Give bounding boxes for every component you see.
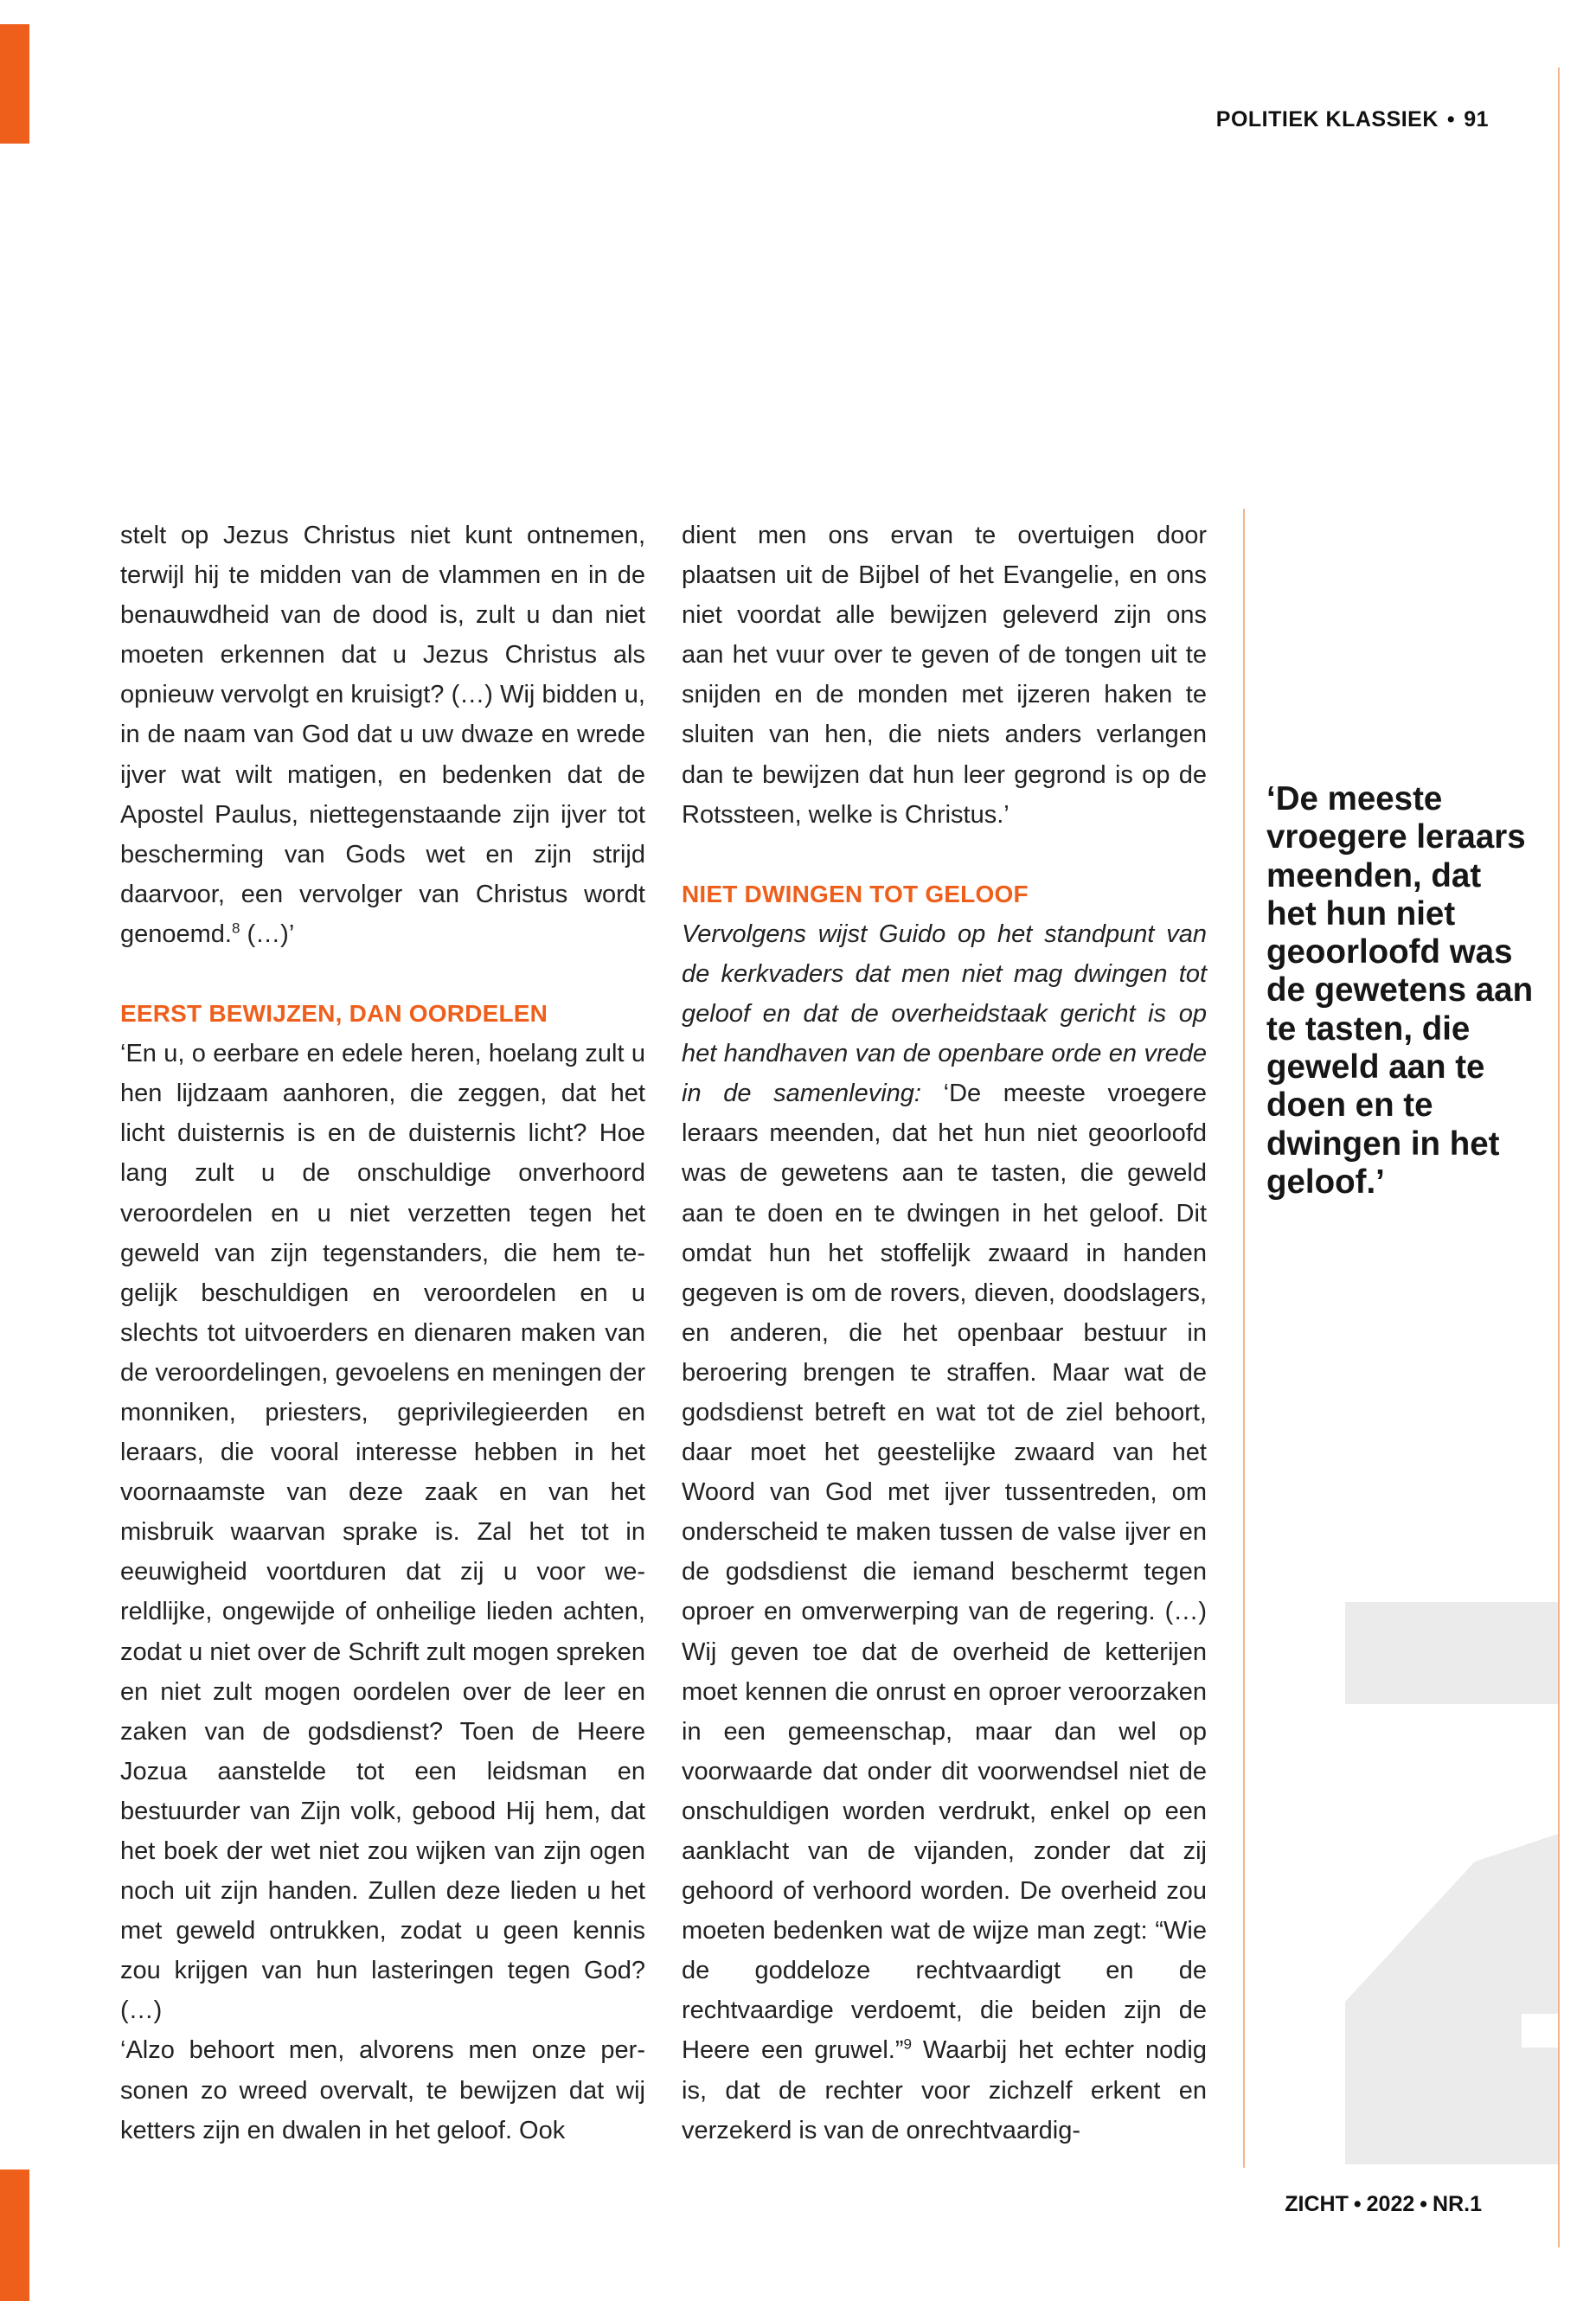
accent-bar-bottom (0, 2170, 29, 2301)
running-header: POLITIEK KLASSIEK • 91 (1215, 107, 1489, 131)
footnote-marker: 8 (232, 920, 240, 937)
section-heading: EERST BEWIJZEN, DAN OORDELEN (120, 1000, 548, 1028)
issue-number: NR.1 (1433, 2192, 1482, 2216)
body-paragraph: Vervolgens wijst Guido op het standpunt van de kerkvaders dat men niet mag dwingen tot geloof en dat de overheidstaak gericht is op het handhaven van de openbare orde en vrede in de samenleving: ‘De meeste vroegere leraars meenden, dat het hun niet geoorloofd was de gewetens aan te tasten, die geweld aan te doen en te dwingen in het geloof. Dit omdat hun het stoffelijk zwaard in handen gegeven is om de rovers, dieven, doodslagers, en anderen, die het openbaar bestuur in beroering brengen te straffen. Maar wat de godsdienst betreft en wat tot de ziel behoort, daar moet het geestelijke zwaard van het Woord van God met ijver tussentreden, om onderscheid te maken tussen de valse ijver en de godsdienst die iemand beschermt tegen oproer en omverwerping van de regering. (…) Wij geven toe dat de overheid de ketterijen moet kennen die onrust en oproer veroorzaken in een gemeenschap, maar dan wel op voorwaarde dat onder dit voorwendsel niet de onschuldigen worden verdrukt, enkel op een aanklacht van de vijanden, zonder dat zij gehoord of verhoord worden. De overheid zou moeten bedenken wat de wijze man zegt: “Wie de goddeloze rechtvaardigt en de rechtvaardige verdoemt, die beiden zijn de Heere een gruwel.”$^9$ Waarbij het echter nodig is, dat de rechter voor zichzelf erkent en verzekerd is van de onrechtvaardig- (682, 920, 1207, 2144)
section-title: POLITIEK KLASSIEK (1215, 107, 1439, 131)
page-edge-rule (1558, 67, 1560, 2247)
pull-quote: ‘De meeste vroegere leraars meenden, dat het hun niet geoorloofd was de gewetens aan te tasten, die geweld aan te doen en te dwingen in het geloof.’ (1266, 780, 1534, 1201)
page-number: 91 (1464, 107, 1489, 131)
footnote-marker: 9 (903, 2035, 912, 2053)
body-paragraph: stelt op Jezus Christus niet kunt ontnemen, terwijl hij te midden van de vlammen en in de benauwdheid van de dood is, zult u dan niet moeten erkennen dat u Jezus Christus als opnieuw vervolgt en kruisigt? (…) Wij bidden u, in de naam van God dat u uw dwaze en wrede ijver wat wilt matigen, en bedenken dat de Apostel Paulus, niettegenstaande zijn ijver tot bescherming van Gods wet en zijn strijd daarvoor, een vervolger van Christus wordt genoemd.$^8$ (…)’ (120, 522, 645, 948)
intro-italic: Vervolgens wijst Guido op het standpunt van de kerkvaders dat men niet mag dwingen tot geloof en dat de overheidstaak gericht is op het handhaven van de openbare orde en vrede in de samenleving: (682, 920, 1207, 1108)
decorative-z-graphic (1345, 1602, 1558, 2164)
column-divider-rule (1243, 509, 1245, 2168)
right-column (682, 516, 1207, 2150)
body-paragraph: ‘En u, o eerbare en edele heren, hoelang zult u hen lijdzaam aanhoren, die zeggen, dat het licht duisternis is en de duisternis licht? Hoe lang zult u de onschuldige onverhoord veroordelen en u niet verzetten tegen het geweld van zijn tegenstanders, die hem tegelijk beschuldigen en veroordelen en u slechts tot uitvoerders en dienaren maken van de veroordelingen, gevoelens en meningen der monniken, priesters, geprivilegieerden en leraars, die vooral interesse hebben in het voornaamste van deze zaak en van het misbruik waarvan sprake is. Zal het tot in eeuwigheid voortduren dat zij u voor wereldlijke, ongewijde of onheilige lieden achten, zodat u niet over de Schrift zult mogen spreken en niet zult mogen oordelen over de leer en zaken van de godsdienst? Toen de Heere Jozua aanstelde tot een leidsman en bestuurder van Zijn volk, gebood Hij hem, dat het boek der wet niet zou wijken van zijn ogen noch uit zijn handen. Zullen deze lieden u het met geweld ontrukken, zodat u geen kennis zou krijgen van hun lasteringen tegen God? (…) (120, 1040, 645, 2025)
running-footer: ZICHT • 2022 • NR.1 (1285, 2192, 1482, 2216)
section-heading: NIET DWINGEN TOT GELOOF (682, 880, 1029, 907)
magazine-name: ZICHT (1285, 2192, 1349, 2216)
issue-year: 2022 (1366, 2192, 1415, 2216)
accent-bar-top (0, 24, 29, 144)
body-paragraph: ‘Alzo behoort men, alvorens men onze personen zo wreed overvalt, te bewijzen dat wij ketters zijn en dwalen in het geloof. Ook (120, 2036, 645, 2144)
left-column (120, 516, 645, 2150)
body-paragraph: dient men ons ervan te overtuigen door plaatsen uit de Bijbel of het Evangelie, en ons niet voordat alle bewijzen geleverd zijn ons aan het vuur over te geven of de tongen uit te snijden en de monden met ijzeren haken te sluiten van hen, die niets anders verlangen dan te bewijzen dat hun leer gegrond is op de Rotssteen, welke is Christus.’ (682, 522, 1207, 829)
